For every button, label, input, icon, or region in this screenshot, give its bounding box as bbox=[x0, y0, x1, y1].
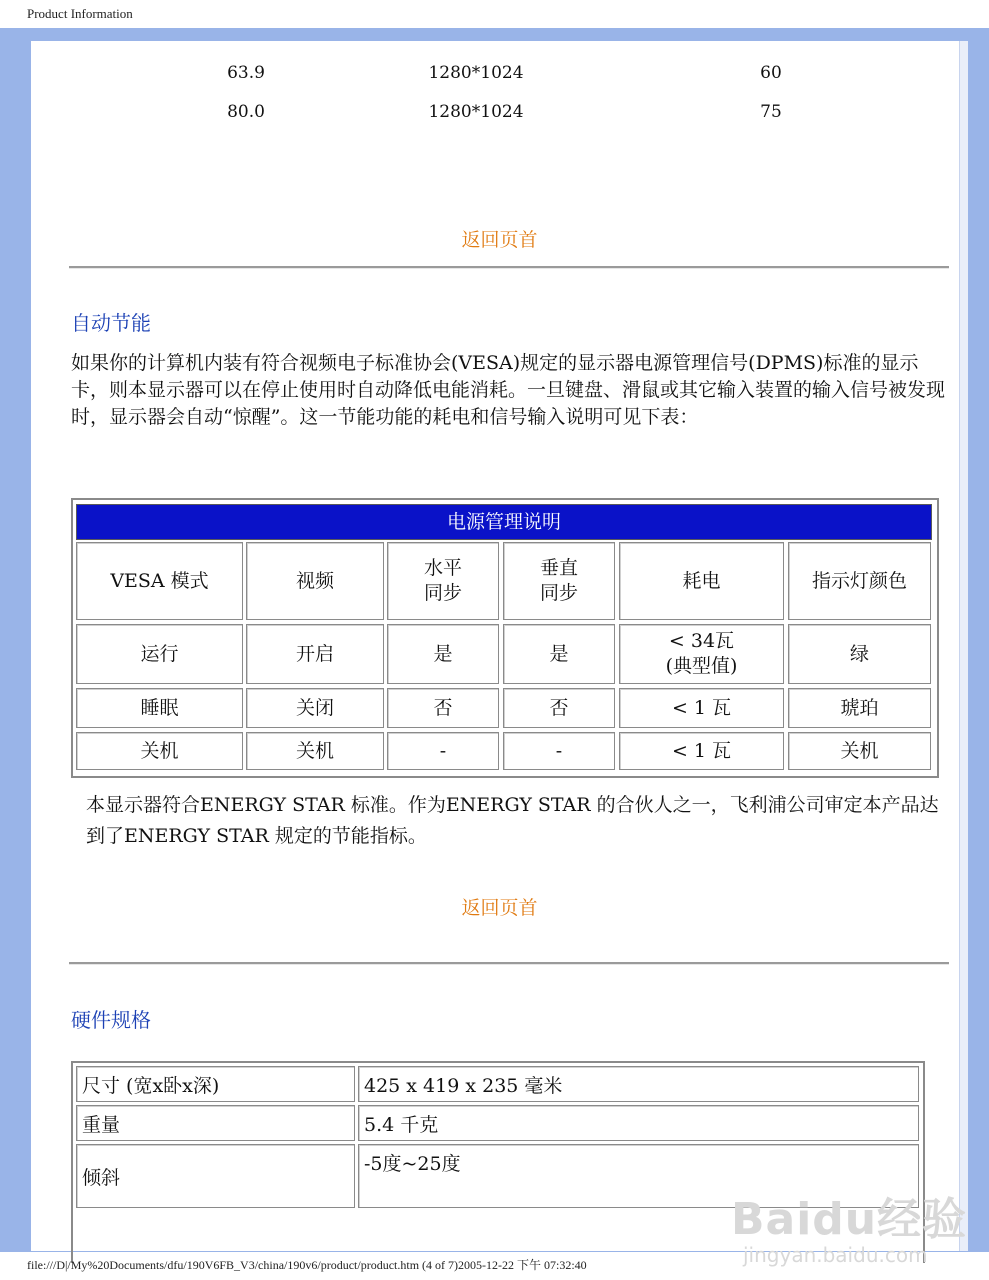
table-cell: 开启 bbox=[246, 624, 384, 684]
table-cell: 否 bbox=[503, 688, 615, 728]
section-title-power: 自动节能 bbox=[71, 311, 151, 335]
spec-label: 尺寸 (宽x卧x深) bbox=[76, 1066, 355, 1102]
spec-label: 重量 bbox=[76, 1105, 355, 1141]
table-cell: 关机 bbox=[788, 732, 931, 770]
power-table-title: 电源管理说明 bbox=[76, 504, 932, 540]
table-cell: 运行 bbox=[76, 624, 243, 684]
power-management-table bbox=[71, 498, 939, 778]
table-cell: 是 bbox=[387, 624, 499, 684]
timing-row bbox=[31, 102, 931, 132]
column-header: 垂直 同步 bbox=[503, 542, 615, 620]
back-to-top-link[interactable]: 返回页首 bbox=[461, 897, 538, 919]
table-cell: 关机 bbox=[246, 732, 384, 770]
spec-value: 5.4 千克 bbox=[358, 1105, 919, 1141]
spec-value: 425 x 419 x 235 毫米 bbox=[358, 1066, 919, 1102]
divider bbox=[69, 962, 949, 965]
divider bbox=[69, 266, 949, 269]
table-cell: 绿 bbox=[788, 624, 931, 684]
print-footer: file:///D|/My%20Documents/dfu/190V6FB_V3/china/190v6/product/product.htm (4 of 7)2005-12-22 下午 07:32:40 bbox=[27, 1258, 587, 1272]
print-header: Product Information bbox=[27, 6, 133, 21]
watermark-url: jingyan.baidu.com bbox=[743, 1243, 928, 1267]
table-cell: < 34瓦 (典型值) bbox=[619, 624, 784, 684]
timing-refresh: 75 bbox=[760, 102, 782, 122]
spec-value: -5度~25度 bbox=[358, 1144, 919, 1208]
table-cell: - bbox=[503, 732, 615, 770]
table-cell: - bbox=[387, 732, 499, 770]
energy-star-note: 本显示器符合ENERGY STAR 标准。作为ENERGY STAR 的合伙人之一，飞利浦公司审定本产品达到了ENERGY STAR 规定的节能指标。 bbox=[86, 794, 939, 847]
timing-resolution: 1280*1024 bbox=[428, 102, 524, 122]
table-cell: 琥珀 bbox=[788, 688, 931, 728]
column-header: 水平 同步 bbox=[387, 542, 499, 620]
power-description: 如果你的计算机内装有符合视频电子标准协会(VESA)规定的显示器电源管理信号(DPMS)标准的显示卡，则本显示器可以在停止使用时自动降低电能消耗。一旦键盘、滑鼠或其它输入装置的输入信号被发现时，显示器会自动“惊醒”。这一节能功能的耗电和信号输入说明可见下表： bbox=[71, 352, 946, 428]
table-cell: 否 bbox=[387, 688, 499, 728]
column-header: 视频 bbox=[246, 542, 384, 620]
baidu-watermark bbox=[731, 1183, 971, 1273]
table-cell: 是 bbox=[503, 624, 615, 684]
scrollbar-track[interactable] bbox=[959, 41, 968, 1251]
back-to-top-link[interactable]: 返回页首 bbox=[461, 229, 538, 251]
table-cell: < 1 瓦 bbox=[619, 732, 784, 770]
timing-frequency: 63.9 bbox=[227, 63, 265, 83]
timing-resolution: 1280*1024 bbox=[428, 63, 524, 83]
table-cell: 关机 bbox=[76, 732, 243, 770]
timing-refresh: 60 bbox=[760, 63, 782, 83]
timing-frequency: 80.0 bbox=[227, 102, 265, 122]
section-title-hardware: 硬件规格 bbox=[71, 1008, 151, 1032]
column-header: 指示灯颜色 bbox=[788, 542, 931, 620]
spec-label: 倾斜 bbox=[76, 1144, 355, 1208]
timing-row bbox=[31, 63, 931, 93]
column-header: VESA 模式 bbox=[76, 542, 243, 620]
table-cell: < 1 瓦 bbox=[619, 688, 784, 728]
table-cell: 睡眠 bbox=[76, 688, 243, 728]
table-cell: 关闭 bbox=[246, 688, 384, 728]
column-header: 耗电 bbox=[619, 542, 784, 620]
watermark-logo: Baidu经验 bbox=[731, 1194, 968, 1245]
